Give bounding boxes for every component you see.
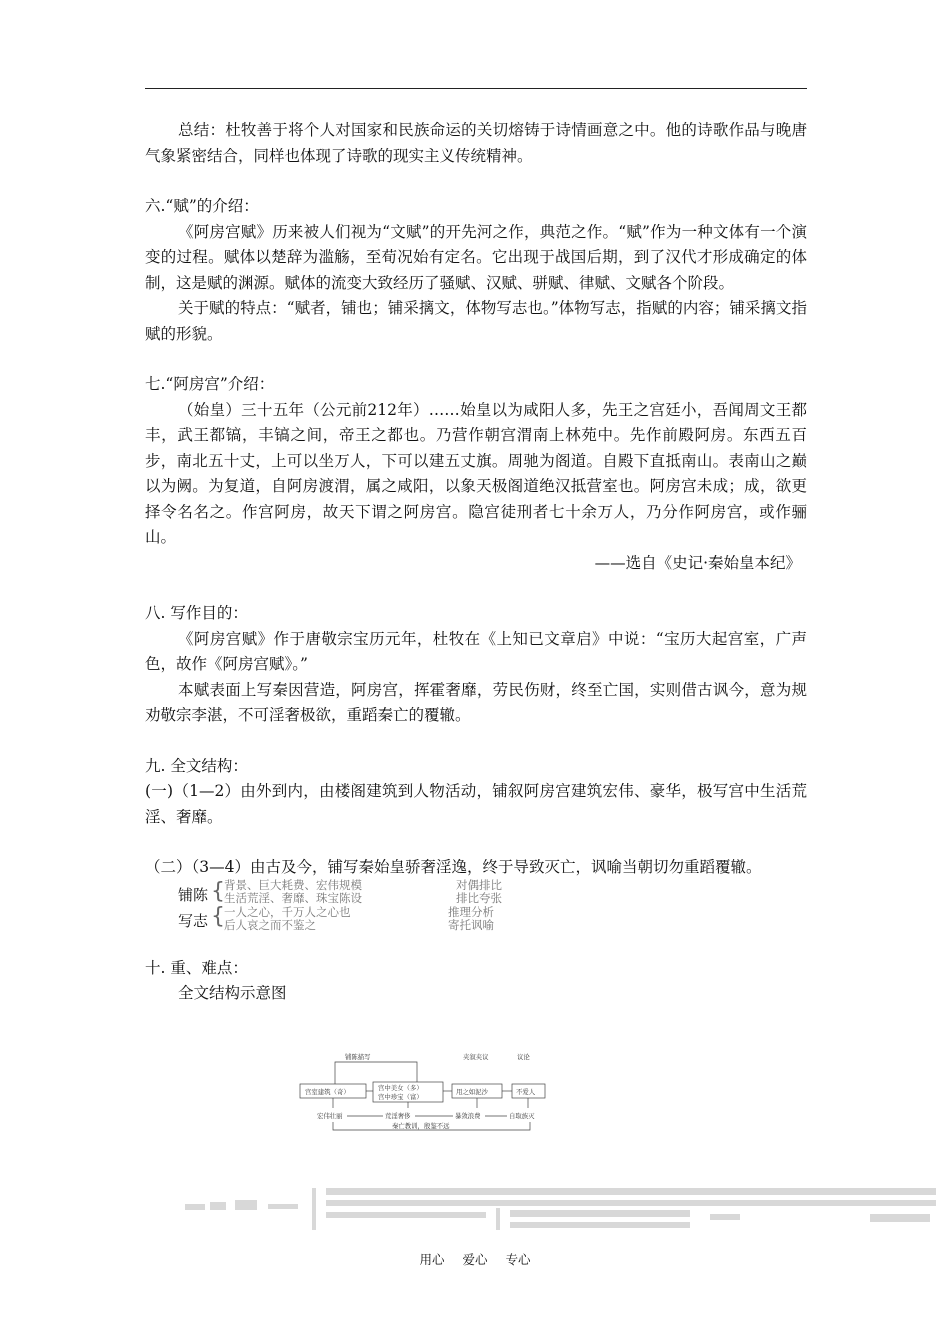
footer-word-1: 用心 — [419, 1252, 445, 1267]
structure-label-1: 铺陈 — [178, 885, 209, 904]
diagram-top-label-1: 铺陈描写 — [345, 1053, 371, 1061]
diagram-mid-label-4: 自取族灭 — [509, 1112, 535, 1120]
diagram-box-1-text: 宫室建筑（奇） — [305, 1088, 350, 1096]
structure-row-4-left: 后人哀之而不鉴之 — [224, 917, 316, 932]
diagram-box-2-text-2: 宫中珍宝（富） — [378, 1093, 423, 1101]
section-9-paragraph-1: (一)（1—2）由外到内，由楼阁建筑到人物活动，铺叙阿房宫建筑宏伟、豪华，极写宫中生活荒淫、奢靡。 — [145, 782, 807, 826]
section-8-paragraph-1: 《阿房宫赋》作于唐敬宗宝历元年，杜牧在《上知已文章启》中说：“宝历大起宫室，广声色，故作《阿房宫赋》。” — [145, 629, 807, 673]
section-6-paragraph-1: 《阿房宫赋》历来被人们视为“文赋”的开先河之作，典范之作。“赋”作为一种文体有一个演变的过程。赋体以楚辞为滥觞，至荀况始有定名。它出现于战国后期，到了汉代才形成确定的体制，这是赋的渊源。赋体的流变大致经历了骚赋、汉赋、骈赋、律赋、文赋各个阶段。 — [145, 222, 807, 292]
structure-diagram — [295, 1052, 570, 1140]
diagram-mid-label-1: 宏伟壮丽 — [317, 1112, 343, 1120]
section-9-paragraph-2: （二）（3—4）由古及今，铺写秦始皇骄奢淫逸，终于导致灭亡，讽喻当朝切勿重蹈覆辙。 — [145, 858, 762, 876]
diagram-box-3-text: 用之如泥沙 — [456, 1088, 488, 1096]
diagram-bottom-label: 秦亡教训，殷鉴不远 — [392, 1122, 450, 1130]
summary-paragraph: 总结：杜牧善于将个人对国家和民族命运的关切熔铸于诗情画意之中。他的诗歌作品与晚唐气象紧密结合，同样也体现了诗歌的现实主义传统精神。 — [145, 121, 807, 165]
structure-row-2-left: 生活荒淫、奢靡、珠宝陈设 — [224, 890, 362, 905]
section-6-paragraph-2: 关于赋的特点：“赋者，铺也；铺采摛文，体物写志也。”体物写志，指赋的内容；铺采摛文指赋的形貌。 — [145, 299, 807, 343]
structure-row-4-right: 寄托讽喻 — [448, 917, 494, 932]
section-7-heading: 七.“阿房宫”介绍： — [145, 375, 275, 393]
brace-icon: { — [211, 878, 225, 904]
section-10-subtitle: 全文结构示意图 — [178, 984, 287, 1002]
section-7-source: ——选自《史记·秦始皇本纪》 — [594, 553, 801, 572]
page-footer — [0, 1250, 950, 1268]
structure-label-2: 写志 — [178, 911, 209, 930]
structure-row-3-right: 推理分析 — [448, 904, 494, 919]
section-8-paragraph-2: 本赋表面上写秦因营造，阿房宫，挥霍奢靡，劳民伤财，终至亡国，实则借古讽今，意为规劝敬宗李湛，不可淫奢极欲，重蹈秦亡的覆辙。 — [145, 680, 807, 724]
document-body — [145, 118, 807, 1007]
section-7-paragraph-1: （始皇）三十五年（公元前212年）……始皇以为咸阳人多，先王之宫廷小，吾闻周文王都丰，武王都镐，丰镐之间，帝王之都也。乃营作朝宫渭南上林苑中。先作前殿阿房。东西五百步，南北五十丈，上可以坐万人，下可以建五丈旗。周驰为阁道。自殿下直抵南山。表南山之巅以为阙。为复道，自阿房渡渭，属之咸阳，以象天极阁道绝汉抵营室也。阿房宫未成；成，欲更择令名名之。作宫阿房，故天下谓之阿房宫。隐宫徒刑者七十余万人，乃分作阿房宫，或作骊山。 — [145, 400, 807, 546]
header-rule — [145, 88, 807, 89]
structure-row-2-right: 排比夸张 — [456, 890, 502, 905]
structure-row-1-right: 对偶排比 — [456, 877, 502, 892]
diagram-box-2-text-1: 宫中美女（多） — [378, 1084, 423, 1092]
structure-chart — [178, 877, 807, 932]
section-9-heading: 九. 全文结构： — [145, 756, 248, 775]
structure-row-1-left: 背景、巨大耗费、宏伟规模 — [224, 877, 362, 892]
section-10-heading: 十. 重、难点： — [145, 958, 248, 977]
footer-word-2: 爱心 — [462, 1252, 488, 1267]
diagram-box-4-text: 不爱人 — [516, 1088, 536, 1096]
diagram-mid-label-3: 暴敛浪费 — [455, 1112, 481, 1120]
diagram-mid-label-2: 荒淫奢侈 — [385, 1112, 411, 1120]
diagram-top-label-2: 夹叙夹议 — [463, 1053, 489, 1061]
section-6-heading: 六.“赋”的介绍： — [145, 197, 259, 215]
section-8-heading: 八. 写作目的： — [145, 604, 248, 622]
diagram-top-label-3: 议论 — [517, 1053, 530, 1061]
brace-icon: { — [211, 903, 225, 929]
footer-word-3: 专心 — [505, 1252, 531, 1267]
structure-row-3-left: 一人之心，千万人之心也 — [224, 904, 351, 919]
faded-scan-strip — [180, 1180, 950, 1235]
